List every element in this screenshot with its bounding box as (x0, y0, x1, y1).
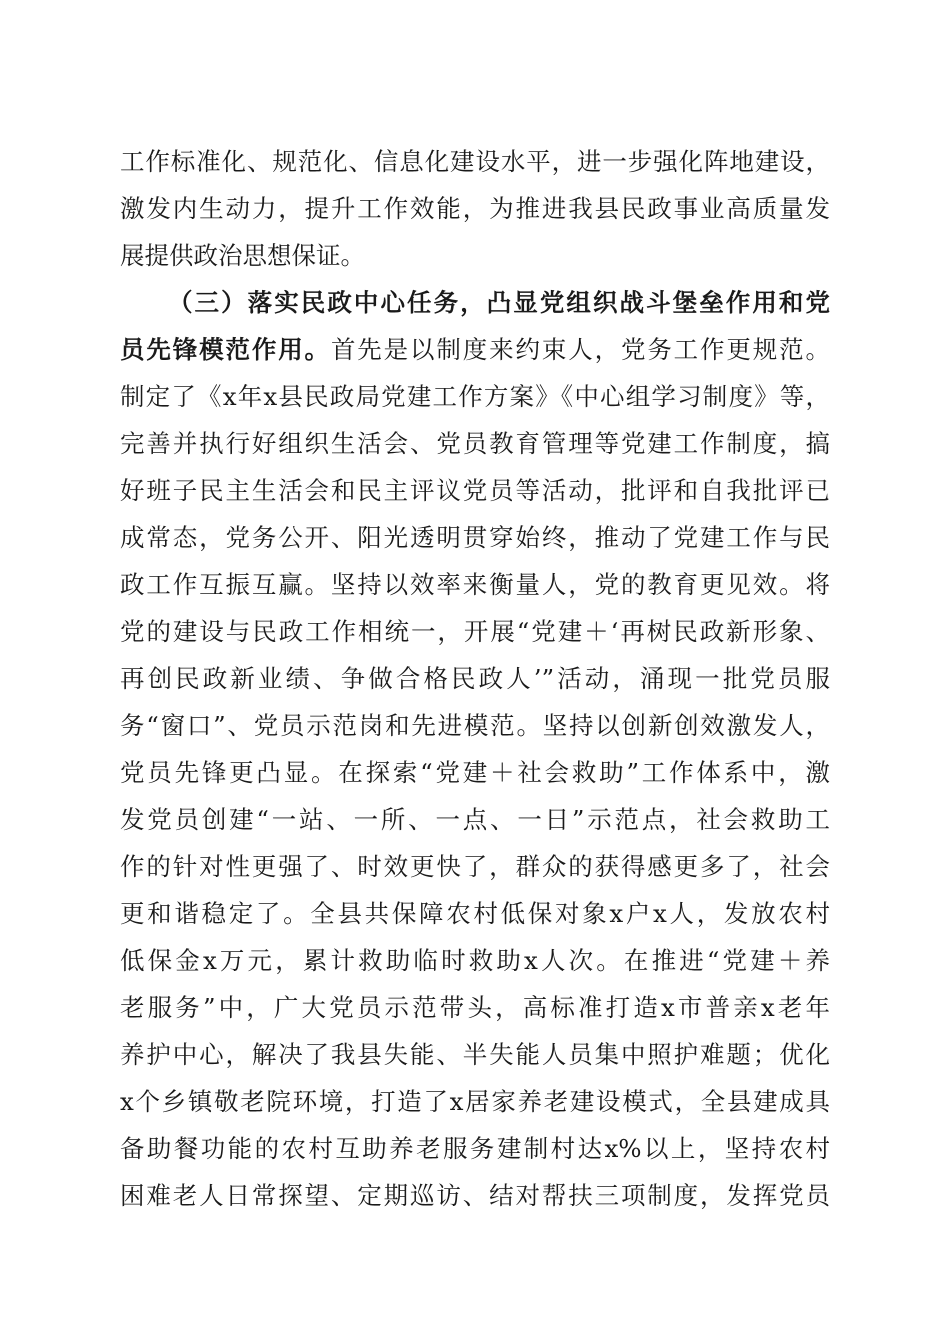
text-line: 展提供政治思想保证。 (120, 241, 365, 270)
section-heading-line: （三）落实民政中心任务，凸显党组织战斗堡垒作用和党 (168, 288, 830, 317)
text-line: x个乡镇敬老院环境，打造了x居家养老建设模式，全县建成具 (120, 1087, 830, 1116)
text-line: 更和谐稳定了。全县共保障农村低保对象x户x人，发放农村 (120, 899, 830, 928)
text-line: 工作标准化、规范化、信息化建设水平，进一步强化阵地建设， (120, 147, 830, 176)
text-line: 低保金x万元，累计救助临时救助x人次。在推进“党建＋养 (120, 946, 830, 975)
text-line: 作的针对性更强了、时效更快了，群众的获得感更多了，社会 (120, 852, 830, 881)
text-line: 困难老人日常探望、定期巡访、结对帮扶三项制度，发挥党员 (120, 1181, 830, 1210)
text-line: 好班子民主生活会和民主评议党员等活动，批评和自我批评已 (120, 476, 830, 505)
text-line: 制定了《x年x县民政局党建工作方案》《中心组学习制度》等， (120, 382, 830, 411)
text-line: 发党员创建“一站、一所、一点、一日”示范点，社会救助工 (120, 805, 830, 834)
text-line: 务“窗口”、党员示范岗和先进模范。坚持以创新创效激发人， (120, 711, 830, 740)
text-line: 党员先锋更凸显。在探索“党建＋社会救助”工作体系中，激 (120, 758, 830, 787)
text-span: 首先是以制度来约束人，党务工作更规范。 (330, 335, 831, 364)
text-line: 政工作互振互赢。坚持以效率来衡量人，党的教育更见效。将 (120, 570, 830, 599)
text-line (120, 330, 830, 370)
text-line: 备助餐功能的农村互助养老服务建制村达x%以上，坚持农村 (120, 1134, 830, 1163)
text-line: 再创民政新业绩、争做合格民政人’”活动，涌现一批党员服 (120, 664, 830, 693)
text-line: 激发内生动力，提升工作效能，为推进我县民政事业高质量发 (120, 194, 830, 223)
text-line: 完善并执行好组织生活会、党员教育管理等党建工作制度，搞 (120, 429, 830, 458)
text-line: 党的建设与民政工作相统一，开展“党建＋‘再树民政新形象、 (120, 617, 830, 646)
text-line: 养护中心，解决了我县失能、半失能人员集中照护难题；优化 (120, 1040, 830, 1069)
text-line: 老服务”中，广大党员示范带头，高标准打造x市普亲x老年 (120, 993, 830, 1022)
section-heading-end: 员先锋模范作用。 (120, 335, 331, 364)
text-line: 成常态，党务公开、阳光透明贯穿始终，推动了党建工作与民 (120, 523, 830, 552)
